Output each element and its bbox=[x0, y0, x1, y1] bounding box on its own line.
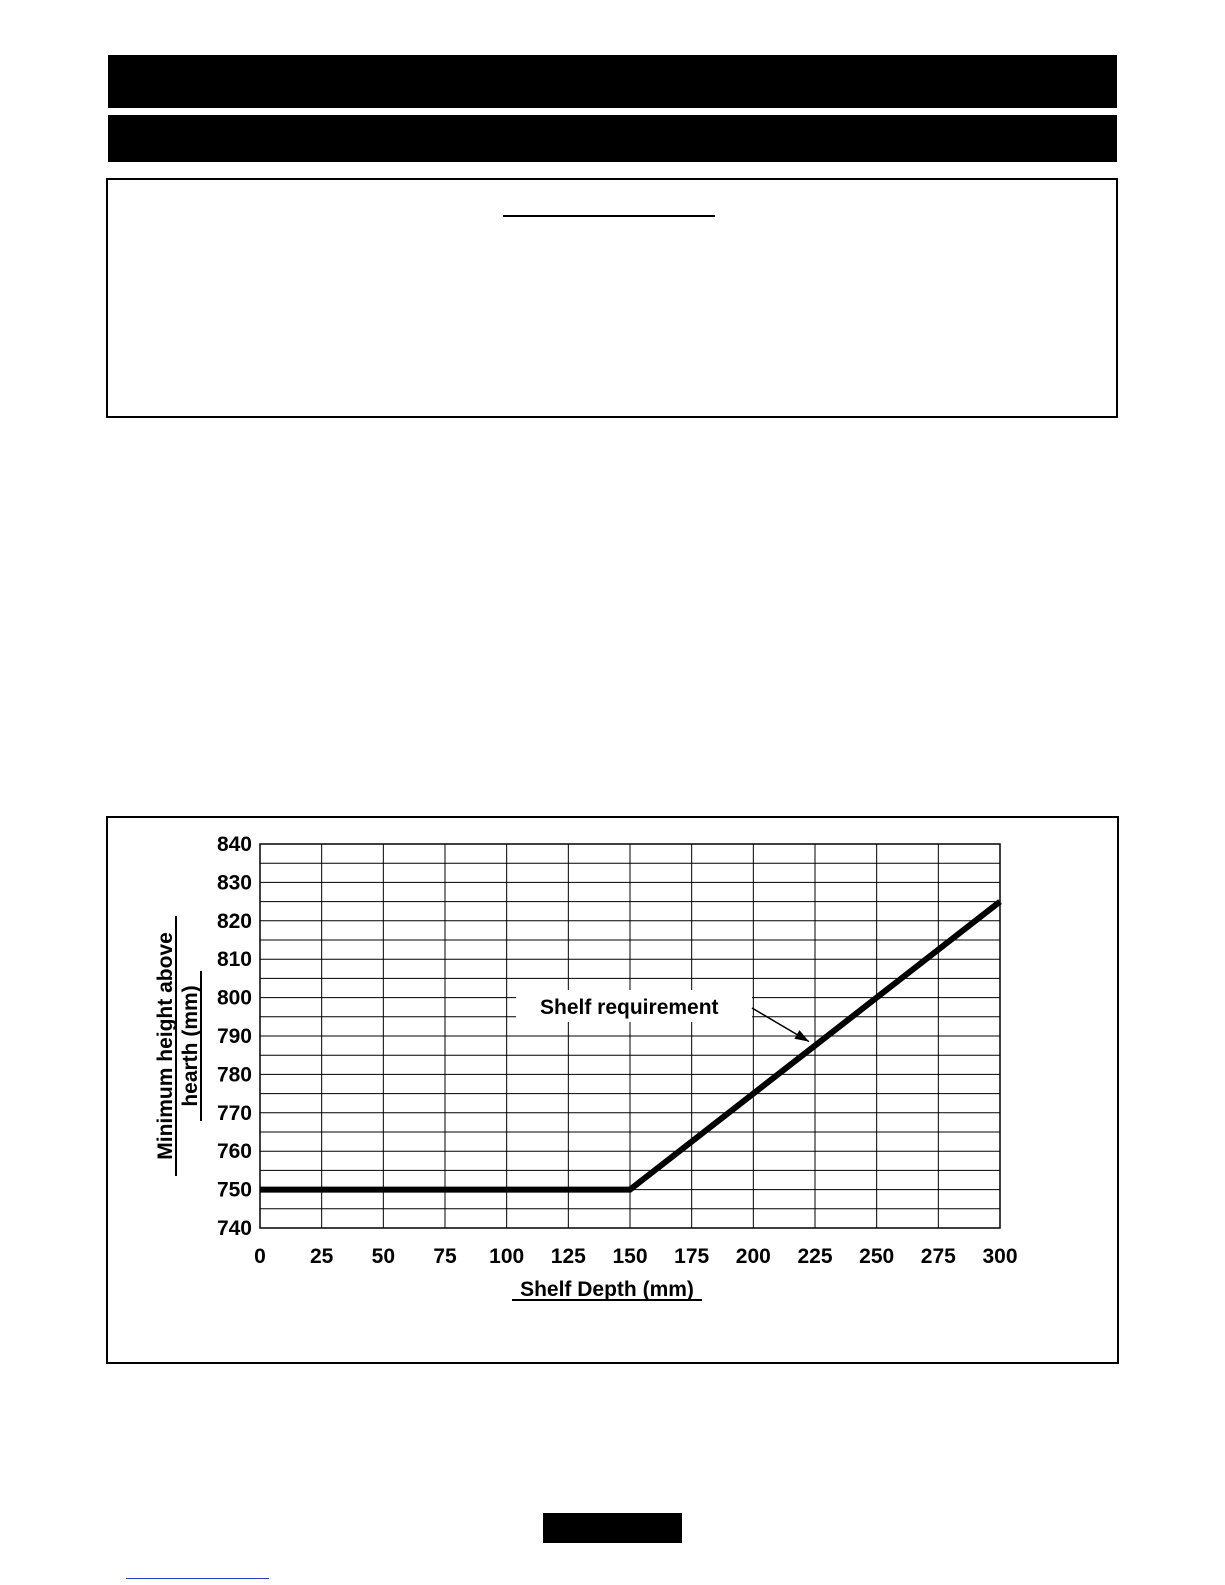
y-axis-title-line-1: Minimum height above bbox=[154, 932, 177, 1160]
x-tick-label: 150 bbox=[612, 1245, 648, 1268]
y-tick-label: 780 bbox=[216, 1063, 252, 1087]
y-tick-label: 830 bbox=[216, 871, 252, 895]
y-axis-title-line-2: hearth (mm) bbox=[179, 985, 202, 1107]
notice-title-underline bbox=[503, 215, 715, 217]
notice-box bbox=[106, 178, 1118, 418]
y-tick-label: 800 bbox=[216, 986, 252, 1010]
annotation-label: Shelf requirement bbox=[540, 996, 719, 1019]
y-tick-label: 750 bbox=[216, 1178, 252, 1202]
x-axis-title: Shelf Depth (mm) bbox=[520, 1278, 694, 1301]
chart-grid bbox=[260, 844, 1000, 1228]
chart-frame bbox=[106, 816, 1119, 1364]
x-tick-label: 225 bbox=[797, 1245, 833, 1268]
x-tick-label: 25 bbox=[309, 1245, 334, 1268]
x-tick-label: 250 bbox=[859, 1245, 895, 1268]
shelf-height-chart bbox=[108, 818, 1117, 1362]
chart-tick-labels bbox=[217, 833, 1018, 1268]
y-tick-label: 740 bbox=[216, 1217, 252, 1240]
x-tick-label: 50 bbox=[371, 1245, 396, 1268]
y-tick-label: 820 bbox=[216, 909, 252, 933]
y-tick-label: 840 bbox=[216, 833, 252, 856]
y-tick-label: 790 bbox=[216, 1025, 252, 1048]
x-tick-label: 0 bbox=[254, 1245, 266, 1268]
subheader-bar bbox=[108, 115, 1117, 162]
x-tick-label: 175 bbox=[674, 1245, 710, 1268]
y-tick-label: 770 bbox=[216, 1101, 252, 1125]
footer-link-underline bbox=[126, 1578, 269, 1579]
x-tick-label: 300 bbox=[982, 1245, 1018, 1268]
x-tick-label: 75 bbox=[433, 1245, 457, 1268]
y-tick-label: 810 bbox=[216, 948, 252, 972]
header-bar bbox=[108, 55, 1117, 108]
x-tick-label: 200 bbox=[735, 1245, 771, 1268]
x-tick-label: 100 bbox=[489, 1245, 525, 1268]
y-tick-label: 760 bbox=[216, 1140, 252, 1164]
x-tick-label: 275 bbox=[920, 1245, 956, 1268]
page-number-block bbox=[543, 1513, 682, 1543]
x-tick-label: 125 bbox=[550, 1245, 586, 1268]
